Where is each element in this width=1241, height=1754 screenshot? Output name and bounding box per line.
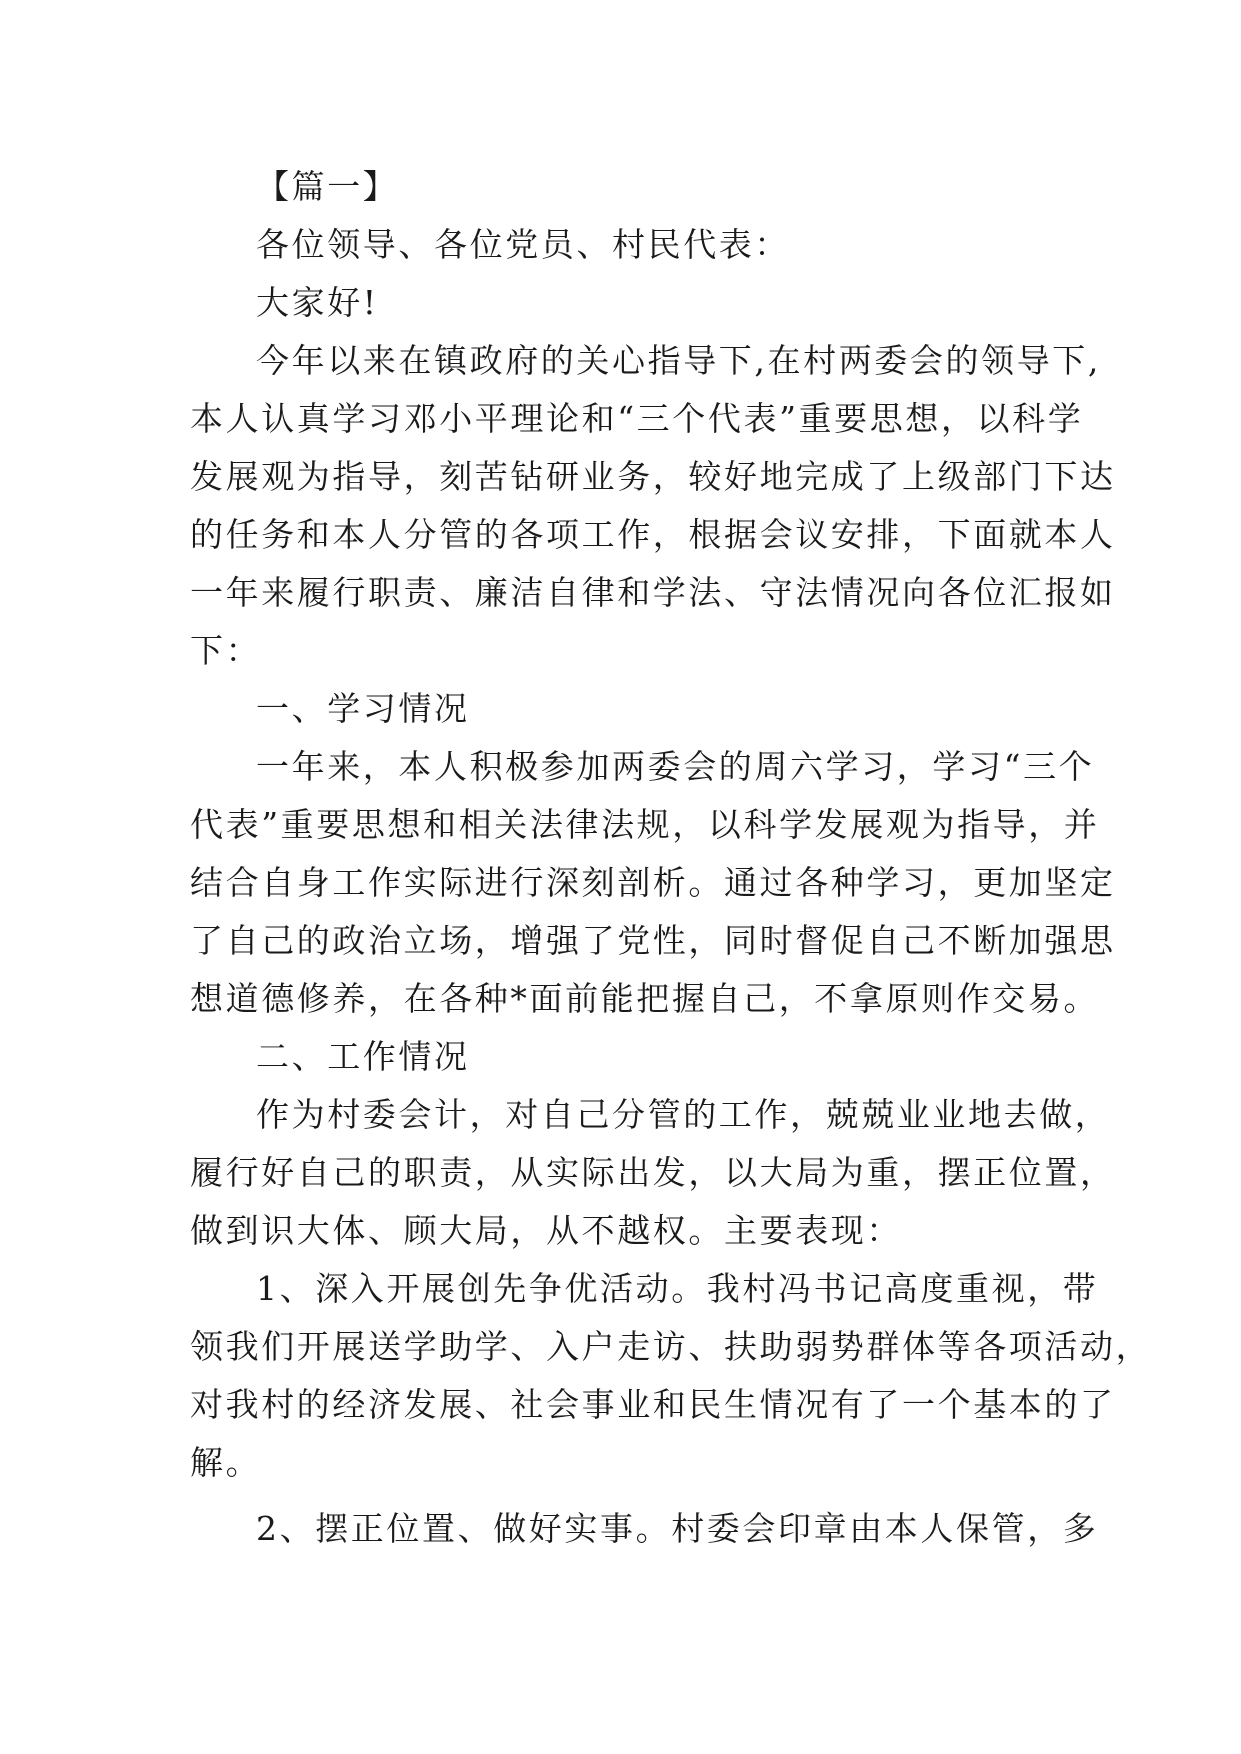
paragraph-line: 本人认真学习邓小平理论和“三个代表”重要思想，以科学 <box>190 399 1084 438</box>
paragraph-line: 结合自身工作实际进行深刻剖析。通过各种学习，更加坚定 <box>190 863 1116 902</box>
paragraph-line: 做到识大体、顾大局，从不越权。主要表现： <box>190 1211 902 1250</box>
paragraph-line: 一年来履行职责、廉洁自律和学法、守法情况向各位汇报如 <box>190 573 1116 612</box>
paragraph-line: 1、深入开展创先争优活动。我村冯书记高度重视，带 <box>256 1269 1099 1308</box>
paragraph-line: 领我们开展送学助学、入户走访、扶助弱势群体等各项活动， <box>190 1327 1152 1366</box>
subsection-heading: 二、工作情况 <box>256 1037 470 1076</box>
paragraph-line: 了自己的政治立场，增强了党性，同时督促自己不断加强思 <box>190 921 1116 960</box>
paragraph-line: 想道德修养，在各种*面前能把握自己，不拿原则作交易。 <box>190 979 1100 1018</box>
paragraph-line: 今年以来在镇政府的关心指导下,在村两委会的领导下, <box>256 341 1101 380</box>
paragraph-line: 代表”重要思想和相关法律法规，以科学发展观为指导，并 <box>190 805 1100 844</box>
subsection-heading: 一、学习情况 <box>256 689 470 728</box>
document-body <box>190 158 1152 1558</box>
paragraph-line: 一年来，本人积极参加两委会的周六学习，学习“三个 <box>256 747 1095 786</box>
paragraph-line: 下： <box>190 631 262 670</box>
paragraph-line: 履行好自己的职责，从实际出发，以大局为重，摆正位置， <box>190 1153 1116 1192</box>
section-heading: 【篇一】 <box>256 167 399 206</box>
paragraph-line: 解。 <box>190 1443 262 1482</box>
paragraph-line: 对我村的经济发展、社会事业和民生情况有了一个基本的了 <box>190 1385 1116 1424</box>
paragraph-line: 2、摆正位置、做好实事。村委会印章由本人保管，多 <box>256 1509 1099 1548</box>
paragraph-line: 的任务和本人分管的各项工作，根据会议安排，下面就本人 <box>190 515 1116 554</box>
paragraph-line: 发展观为指导，刻苦钻研业务，较好地完成了上级部门下达 <box>190 457 1116 496</box>
greeting: 大家好! <box>256 283 379 322</box>
paragraph-line: 作为村委会计，对自己分管的工作，兢兢业业地去做， <box>256 1095 1111 1134</box>
salutation: 各位领导、各位党员、村民代表： <box>256 225 790 264</box>
